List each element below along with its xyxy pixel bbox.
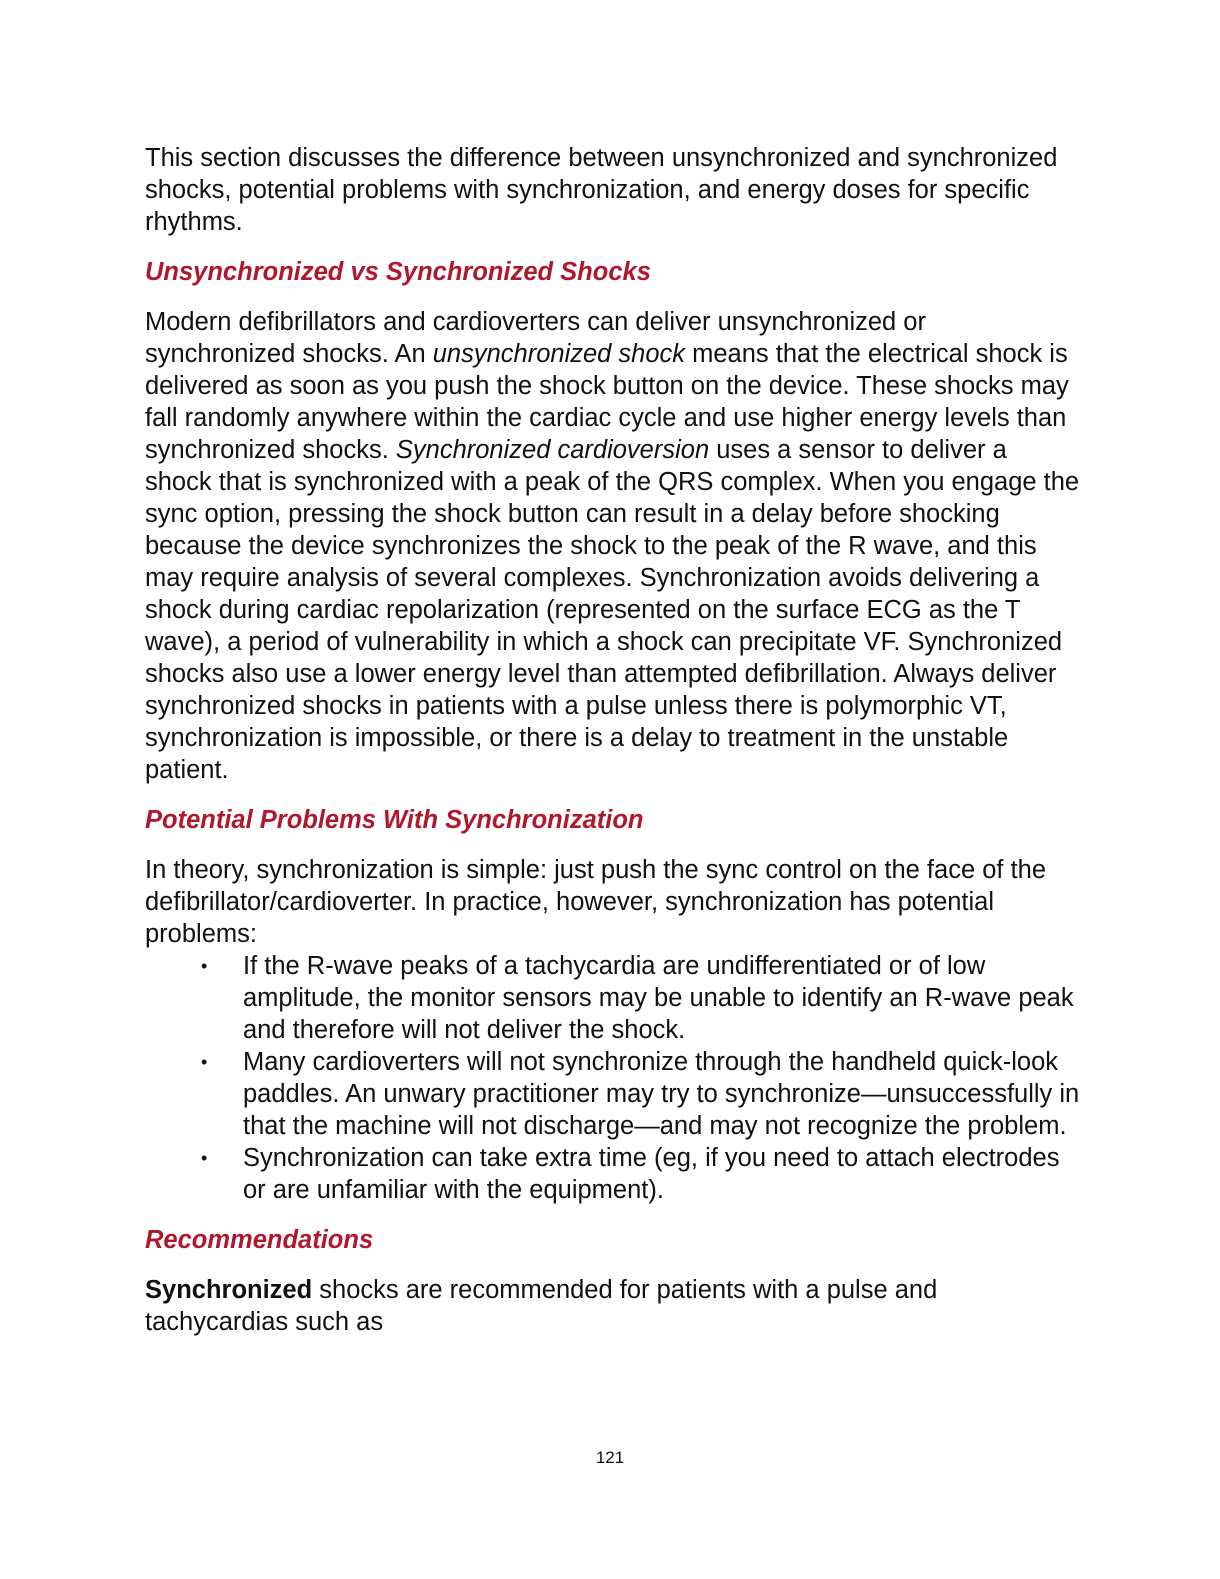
list-item: • Many cardioverters will not synchronize through the handheld quick-look paddles. An unwary practitioner may try to synchronize—unsuccessfully in that the machine will not discharge—and may not recognize the problem.: [201, 1048, 1080, 1140]
bullet-icon: •: [201, 1148, 208, 1168]
problems-list: [145, 950, 1080, 1206]
list-item: • Synchronization can take extra time (eg, if you need to attach electrodes or are unfamiliar with the equipment).: [201, 1144, 1060, 1204]
recommendations-paragraph: Synchronized shocks are recommended for patients with a pulse and tachycardias such as: [145, 1276, 938, 1336]
list-item: • If the R-wave peaks of a tachycardia are undifferentiated or of low amplitude, the monitor sensors may be unable to identify an R-wave peak and therefore will not deliver the shock.: [201, 952, 1074, 1044]
intro-paragraph: This section discusses the difference between unsynchronized and synchronized shocks, potential problems with synchronization, and energy doses for specific rhythms.: [145, 144, 1058, 236]
term-unsynchronized-shock: unsynchronized shock: [432, 340, 686, 368]
bullet-icon: •: [201, 956, 208, 976]
document-page: [145, 142, 1080, 1338]
heading-potential-problems: Potential Problems With Synchronization: [145, 806, 644, 834]
page-number: 121: [595, 1448, 625, 1467]
heading-unsync-vs-sync: Unsynchronized vs Synchronized Shocks: [145, 258, 651, 286]
heading-recommendations: Recommendations: [145, 1226, 374, 1254]
potential-problems-paragraph: In theory, synchronization is simple: just push the sync control on the face of the defibrillator/cardioverter. In practice, however, synchronization has potential problems:: [145, 856, 1047, 948]
term-synchronized-cardioversion: Synchronized cardioversion: [395, 436, 710, 464]
unsync-vs-sync-paragraph: Modern defibrillators and cardioverters can deliver unsynchronized or synchronized shocks. An unsynchronized shock means that the electrical shock is delivered as soon as you push the shock button on the device. These shocks may fall randomly anywhere within the cardiac cycle and use higher energy levels than synchronized shocks. Synchronized cardioversion uses a sensor to deliver a shock that is synchronized with a peak of the QRS complex. When you engage the sync option, pressing the shock button can result in a delay before shocking because the device synchronizes the shock to the peak of the R wave, and this may require analysis of several complexes. Synchronization avoids delivering a shock during cardiac repolarization (represented on the surface ECG as the T wave), a period of vulnerability in which a shock can precipitate VF. Synchronized shocks also use a lower energy level than attempted defibrillation. Always deliver synchronized shocks in patients with a pulse unless there is polymorphic VT, synchronization is impossible, or there is a delay to treatment in the unstable patient.: [145, 308, 1080, 784]
bullet-icon: •: [201, 1052, 208, 1072]
